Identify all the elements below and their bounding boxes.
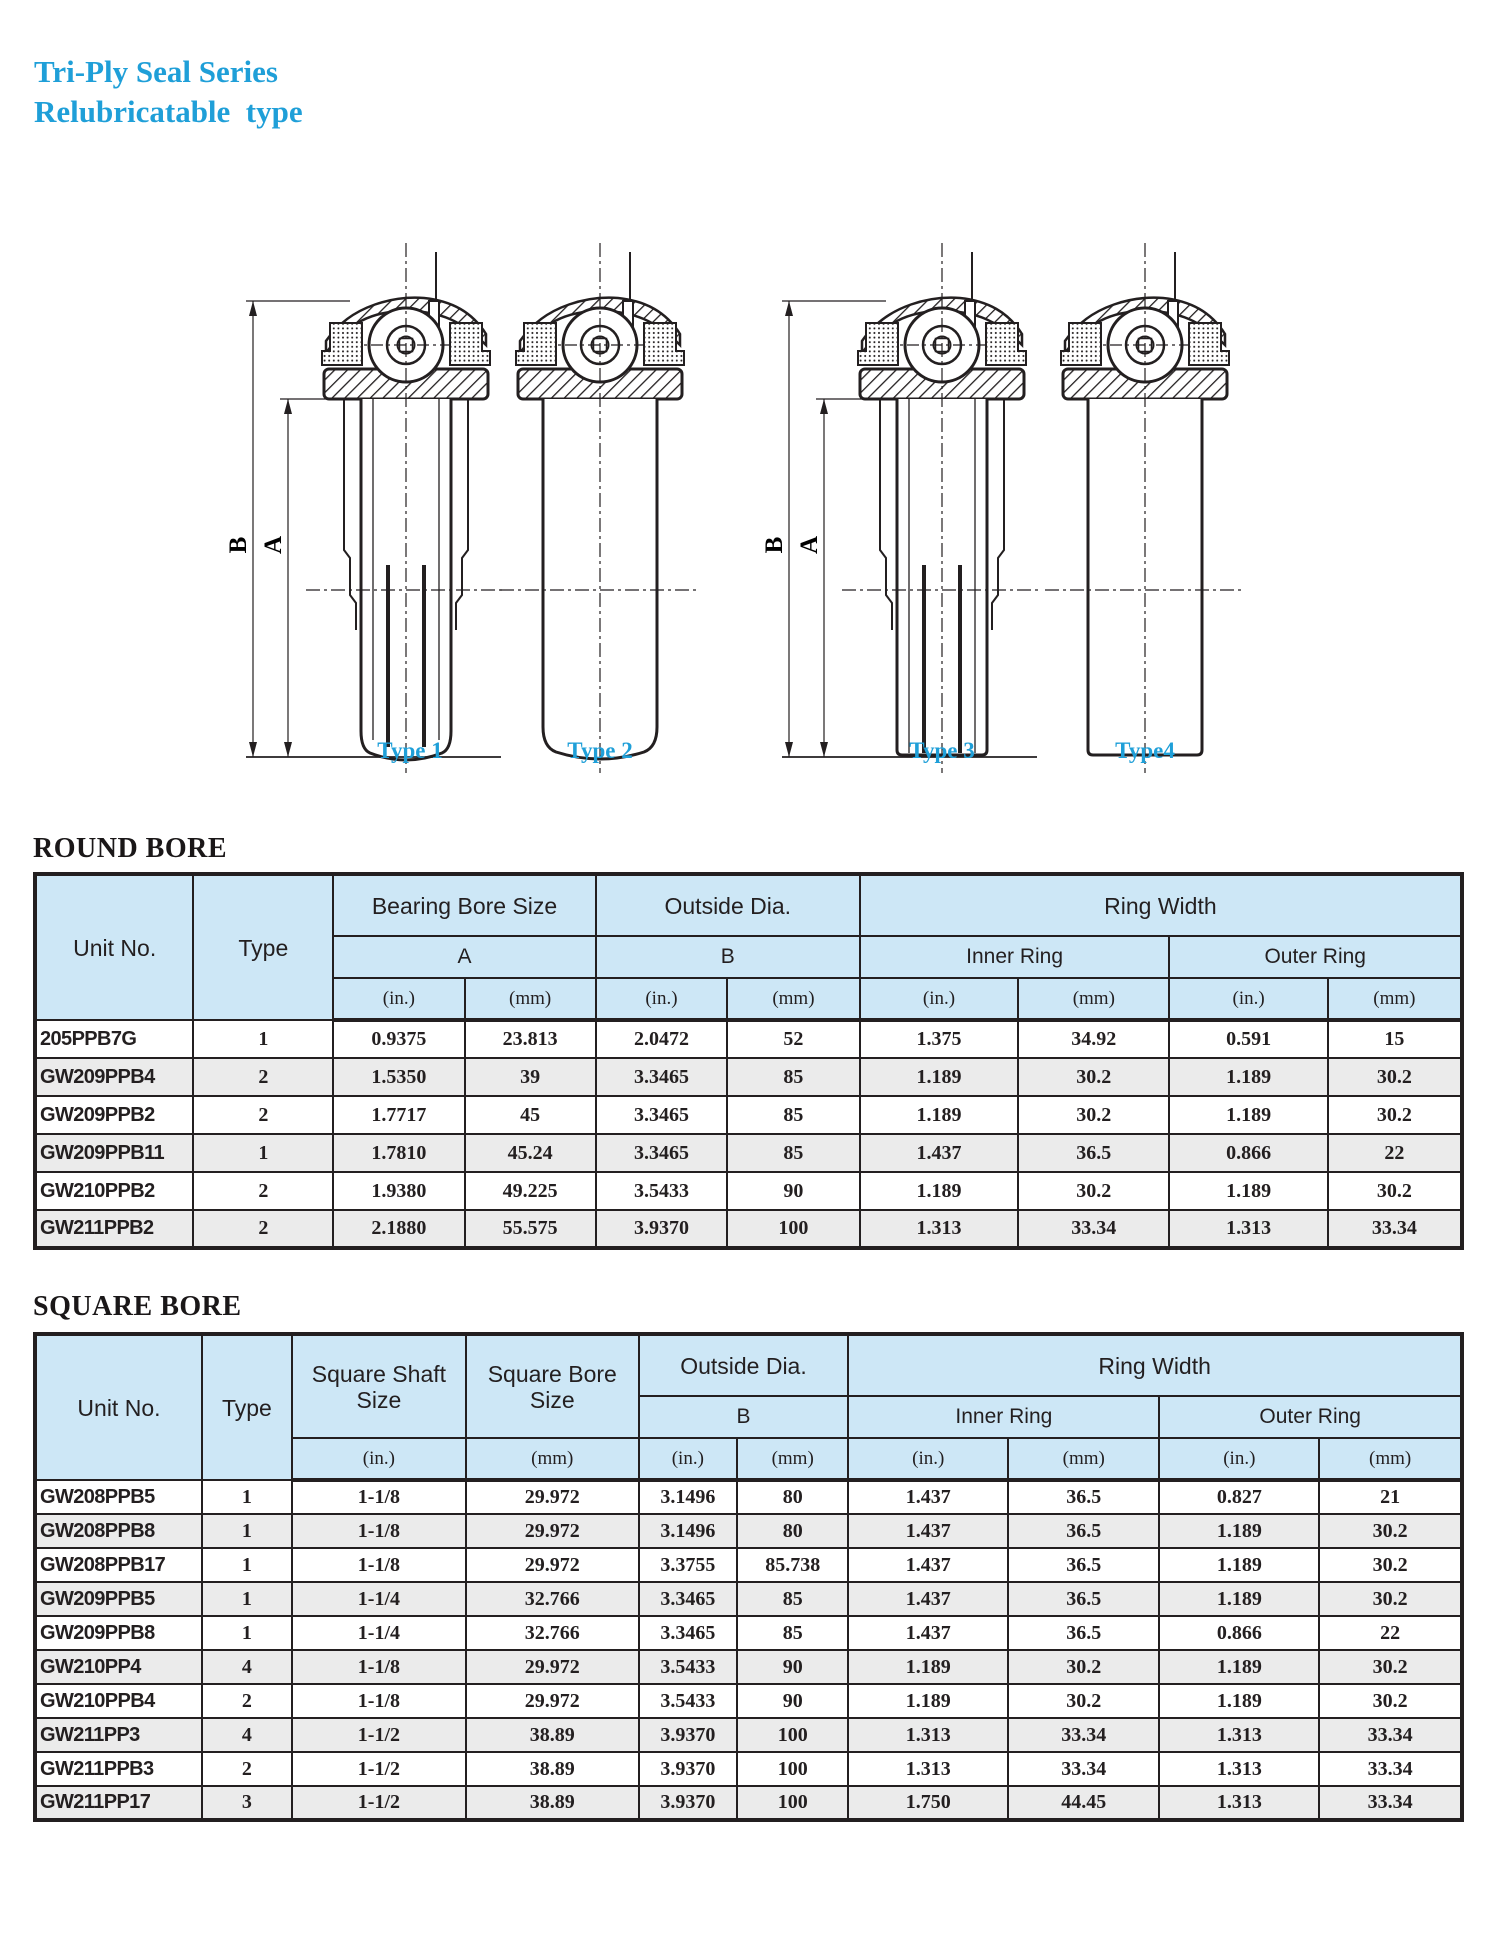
sub-header-outer-ring: Outer Ring bbox=[1169, 936, 1462, 978]
value-cell: 3.3465 bbox=[639, 1616, 737, 1650]
value-cell: 100 bbox=[737, 1786, 848, 1820]
sub-header-outer-ring: Outer Ring bbox=[1159, 1396, 1462, 1438]
table-row bbox=[35, 1650, 1462, 1684]
unit-no-cell: GW208PPB17 bbox=[35, 1548, 202, 1582]
value-cell: 30.2 bbox=[1319, 1684, 1462, 1718]
value-cell: 1-1/8 bbox=[292, 1650, 466, 1684]
value-cell: 22 bbox=[1328, 1134, 1462, 1172]
value-cell: 1.313 bbox=[1169, 1210, 1327, 1248]
unit-header-in: (in.) bbox=[333, 978, 464, 1020]
unit-no-cell: GW210PPB4 bbox=[35, 1684, 202, 1718]
square-bore-table bbox=[33, 1332, 1464, 1822]
value-cell: 1.437 bbox=[860, 1134, 1018, 1172]
unit-header-mm: (mm) bbox=[1008, 1438, 1159, 1480]
type4-label: Type4 bbox=[1115, 738, 1175, 763]
table-row bbox=[35, 1514, 1462, 1548]
sub-header-inner-ring: Inner Ring bbox=[860, 936, 1170, 978]
value-cell: 1.7717 bbox=[333, 1096, 464, 1134]
value-cell: 1-1/8 bbox=[292, 1514, 466, 1548]
value-cell: 80 bbox=[737, 1514, 848, 1548]
unit-no-cell: GW211PP3 bbox=[35, 1718, 202, 1752]
value-cell: 1-1/4 bbox=[292, 1582, 466, 1616]
value-cell: 1.189 bbox=[1159, 1684, 1319, 1718]
bearing-diagram-type4 bbox=[1045, 243, 1245, 773]
value-cell: 33.34 bbox=[1018, 1210, 1169, 1248]
value-cell: 1.189 bbox=[860, 1172, 1018, 1210]
value-cell: 100 bbox=[737, 1718, 848, 1752]
table-row bbox=[35, 1134, 1462, 1172]
value-cell: 2 bbox=[193, 1058, 333, 1096]
value-cell: 38.89 bbox=[466, 1786, 639, 1820]
value-cell: 55.575 bbox=[465, 1210, 596, 1248]
value-cell: 85 bbox=[727, 1096, 860, 1134]
value-cell: 0.866 bbox=[1159, 1616, 1319, 1650]
type2-label: Type 2 bbox=[567, 738, 633, 763]
table-row bbox=[35, 1718, 1462, 1752]
value-cell: 29.972 bbox=[466, 1514, 639, 1548]
value-cell: 1 bbox=[202, 1616, 292, 1650]
value-cell: 1.189 bbox=[1169, 1096, 1327, 1134]
value-cell: 36.5 bbox=[1008, 1480, 1159, 1514]
dim-label-a: A bbox=[260, 535, 287, 555]
value-cell: 85 bbox=[727, 1134, 860, 1172]
value-cell: 1 bbox=[202, 1480, 292, 1514]
sub-header-a: A bbox=[333, 936, 596, 978]
value-cell: 1.437 bbox=[848, 1582, 1008, 1616]
table-row bbox=[35, 1582, 1462, 1616]
value-cell: 1.189 bbox=[1159, 1548, 1319, 1582]
value-cell: 3 bbox=[202, 1786, 292, 1820]
value-cell: 1.189 bbox=[1159, 1582, 1319, 1616]
value-cell: 1-1/2 bbox=[292, 1786, 466, 1820]
value-cell: 1-1/2 bbox=[292, 1752, 466, 1786]
value-cell: 30.2 bbox=[1018, 1172, 1169, 1210]
value-cell: 4 bbox=[202, 1718, 292, 1752]
round-bore-table bbox=[33, 872, 1464, 1250]
unit-header-mm: (mm) bbox=[465, 978, 596, 1020]
value-cell: 2 bbox=[193, 1172, 333, 1210]
value-cell: 4 bbox=[202, 1650, 292, 1684]
table-row bbox=[35, 1786, 1462, 1820]
value-cell: 90 bbox=[737, 1684, 848, 1718]
value-cell: 49.225 bbox=[465, 1172, 596, 1210]
value-cell: 1.313 bbox=[1159, 1786, 1319, 1820]
value-cell: 36.5 bbox=[1018, 1134, 1169, 1172]
sub-header-inner-ring: Inner Ring bbox=[848, 1396, 1159, 1438]
value-cell: 2 bbox=[193, 1210, 333, 1248]
table-row bbox=[35, 1616, 1462, 1650]
unit-header-in: (in.) bbox=[860, 978, 1018, 1020]
value-cell: 29.972 bbox=[466, 1650, 639, 1684]
unit-header-mm: (mm) bbox=[466, 1438, 639, 1480]
page-title-line1: Tri-Ply Seal Series bbox=[34, 54, 278, 89]
value-cell: 3.3755 bbox=[639, 1548, 737, 1582]
bearing-diagram-type2 bbox=[500, 243, 700, 773]
value-cell: 0.827 bbox=[1159, 1480, 1319, 1514]
value-cell: 52 bbox=[727, 1020, 860, 1058]
value-cell: 30.2 bbox=[1319, 1582, 1462, 1616]
value-cell: 3.9370 bbox=[596, 1210, 727, 1248]
value-cell: 3.1496 bbox=[639, 1480, 737, 1514]
dim-label-a: A bbox=[796, 535, 823, 555]
dim-label-b: B bbox=[225, 536, 252, 554]
value-cell: 1-1/8 bbox=[292, 1480, 466, 1514]
value-cell: 3.3465 bbox=[596, 1096, 727, 1134]
page-title bbox=[34, 52, 303, 132]
value-cell: 3.9370 bbox=[639, 1752, 737, 1786]
value-cell: 1 bbox=[193, 1020, 333, 1058]
unit-header-in: (in.) bbox=[1169, 978, 1327, 1020]
value-cell: 3.3465 bbox=[596, 1134, 727, 1172]
value-cell: 3.3465 bbox=[596, 1058, 727, 1096]
value-cell: 3.5433 bbox=[639, 1684, 737, 1718]
unit-no-cell: GW211PPB2 bbox=[35, 1210, 193, 1248]
value-cell: 1.375 bbox=[860, 1020, 1018, 1058]
unit-header-mm: (mm) bbox=[1319, 1438, 1462, 1480]
value-cell: 2.0472 bbox=[596, 1020, 727, 1058]
unit-no-cell: GW208PPB5 bbox=[35, 1480, 202, 1514]
value-cell: 2 bbox=[202, 1752, 292, 1786]
value-cell: 1.313 bbox=[848, 1752, 1008, 1786]
table-row bbox=[35, 1172, 1462, 1210]
value-cell: 1.437 bbox=[848, 1480, 1008, 1514]
value-cell: 45 bbox=[465, 1096, 596, 1134]
value-cell: 1.189 bbox=[1159, 1514, 1319, 1548]
value-cell: 80 bbox=[737, 1480, 848, 1514]
value-cell: 2 bbox=[202, 1684, 292, 1718]
dim-label-b: B bbox=[761, 536, 788, 554]
unit-header-mm: (mm) bbox=[1328, 978, 1462, 1020]
value-cell: 36.5 bbox=[1008, 1582, 1159, 1616]
value-cell: 30.2 bbox=[1328, 1058, 1462, 1096]
value-cell: 1.313 bbox=[860, 1210, 1018, 1248]
value-cell: 30.2 bbox=[1328, 1172, 1462, 1210]
value-cell: 1 bbox=[202, 1582, 292, 1616]
table-row bbox=[35, 1096, 1462, 1134]
value-cell: 44.45 bbox=[1008, 1786, 1159, 1820]
value-cell: 38.89 bbox=[466, 1718, 639, 1752]
sub-header-b: B bbox=[639, 1396, 849, 1438]
value-cell: 15 bbox=[1328, 1020, 1462, 1058]
value-cell: 29.972 bbox=[466, 1684, 639, 1718]
sub-header-b: B bbox=[596, 936, 860, 978]
value-cell: 30.2 bbox=[1018, 1058, 1169, 1096]
unit-no-cell: GW211PPB3 bbox=[35, 1752, 202, 1786]
value-cell: 0.9375 bbox=[333, 1020, 464, 1058]
col-header-unit-no: Unit No. bbox=[35, 874, 193, 1020]
value-cell: 3.5433 bbox=[596, 1172, 727, 1210]
value-cell: 38.89 bbox=[466, 1752, 639, 1786]
table-row bbox=[35, 1548, 1462, 1582]
value-cell: 1.313 bbox=[1159, 1718, 1319, 1752]
value-cell: 39 bbox=[465, 1058, 596, 1096]
unit-no-cell: GW211PP17 bbox=[35, 1786, 202, 1820]
value-cell: 1 bbox=[202, 1548, 292, 1582]
bearing-diagram-type1 bbox=[225, 243, 506, 773]
value-cell: 33.34 bbox=[1008, 1718, 1159, 1752]
round-bore-heading: ROUND BORE bbox=[33, 833, 228, 864]
unit-header-in: (in.) bbox=[596, 978, 727, 1020]
value-cell: 1-1/8 bbox=[292, 1684, 466, 1718]
value-cell: 2.1880 bbox=[333, 1210, 464, 1248]
col-header-unit-no: Unit No. bbox=[35, 1334, 202, 1480]
value-cell: 90 bbox=[727, 1172, 860, 1210]
bearing-diagrams bbox=[170, 200, 1310, 775]
col-header-square-bore-size: Square Bore Size bbox=[466, 1334, 639, 1438]
value-cell: 33.34 bbox=[1319, 1786, 1462, 1820]
value-cell: 1.189 bbox=[848, 1684, 1008, 1718]
value-cell: 33.34 bbox=[1008, 1752, 1159, 1786]
value-cell: 1.7810 bbox=[333, 1134, 464, 1172]
value-cell: 33.34 bbox=[1319, 1718, 1462, 1752]
col-header-type: Type bbox=[193, 874, 333, 1020]
value-cell: 30.2 bbox=[1319, 1650, 1462, 1684]
value-cell: 85 bbox=[737, 1582, 848, 1616]
value-cell: 1.313 bbox=[848, 1718, 1008, 1752]
value-cell: 1.189 bbox=[848, 1650, 1008, 1684]
value-cell: 100 bbox=[737, 1752, 848, 1786]
unit-header-in: (in.) bbox=[292, 1438, 466, 1480]
value-cell: 1.437 bbox=[848, 1616, 1008, 1650]
value-cell: 0.591 bbox=[1169, 1020, 1327, 1058]
value-cell: 1-1/8 bbox=[292, 1548, 466, 1582]
value-cell: 1.437 bbox=[848, 1514, 1008, 1548]
value-cell: 2 bbox=[193, 1096, 333, 1134]
col-header-ring-width: Ring Width bbox=[848, 1334, 1462, 1396]
value-cell: 1.189 bbox=[1169, 1058, 1327, 1096]
table-row bbox=[35, 1210, 1462, 1248]
value-cell: 85.738 bbox=[737, 1548, 848, 1582]
value-cell: 3.3465 bbox=[639, 1582, 737, 1616]
value-cell: 32.766 bbox=[466, 1582, 639, 1616]
value-cell: 23.813 bbox=[465, 1020, 596, 1058]
value-cell: 85 bbox=[727, 1058, 860, 1096]
value-cell: 1.313 bbox=[1159, 1752, 1319, 1786]
value-cell: 90 bbox=[737, 1650, 848, 1684]
unit-no-cell: GW209PPB11 bbox=[35, 1134, 193, 1172]
table-row bbox=[35, 1480, 1462, 1514]
page-title-line2: Relubricatable type bbox=[34, 94, 303, 129]
value-cell: 1.189 bbox=[860, 1058, 1018, 1096]
value-cell: 0.866 bbox=[1169, 1134, 1327, 1172]
value-cell: 1.9380 bbox=[333, 1172, 464, 1210]
unit-no-cell: GW209PPB8 bbox=[35, 1616, 202, 1650]
value-cell: 22 bbox=[1319, 1616, 1462, 1650]
unit-no-cell: GW209PPB5 bbox=[35, 1582, 202, 1616]
unit-no-cell: GW209PPB2 bbox=[35, 1096, 193, 1134]
unit-no-cell: 205PPB7G bbox=[35, 1020, 193, 1058]
value-cell: 1.189 bbox=[860, 1096, 1018, 1134]
value-cell: 32.766 bbox=[466, 1616, 639, 1650]
col-header-outside-dia: Outside Dia. bbox=[639, 1334, 849, 1396]
value-cell: 30.2 bbox=[1008, 1650, 1159, 1684]
value-cell: 36.5 bbox=[1008, 1514, 1159, 1548]
unit-no-cell: GW208PPB8 bbox=[35, 1514, 202, 1548]
value-cell: 29.972 bbox=[466, 1548, 639, 1582]
value-cell: 1.437 bbox=[848, 1548, 1008, 1582]
unit-no-cell: GW209PPB4 bbox=[35, 1058, 193, 1096]
square-bore-heading: SQUARE BORE bbox=[33, 1291, 242, 1322]
unit-header-in: (in.) bbox=[848, 1438, 1008, 1480]
value-cell: 29.972 bbox=[466, 1480, 639, 1514]
col-header-bearing-bore-size: Bearing Bore Size bbox=[333, 874, 596, 936]
col-header-ring-width: Ring Width bbox=[860, 874, 1462, 936]
square-bore-table-body bbox=[35, 1480, 1462, 1820]
unit-header-in: (in.) bbox=[1159, 1438, 1319, 1480]
value-cell: 33.34 bbox=[1319, 1752, 1462, 1786]
value-cell: 100 bbox=[727, 1210, 860, 1248]
value-cell: 1-1/4 bbox=[292, 1616, 466, 1650]
value-cell: 1.750 bbox=[848, 1786, 1008, 1820]
table-row bbox=[35, 1058, 1462, 1096]
value-cell: 30.2 bbox=[1319, 1548, 1462, 1582]
unit-no-cell: GW210PPB2 bbox=[35, 1172, 193, 1210]
value-cell: 85 bbox=[737, 1616, 848, 1650]
value-cell: 1 bbox=[202, 1514, 292, 1548]
value-cell: 36.5 bbox=[1008, 1548, 1159, 1582]
value-cell: 21 bbox=[1319, 1480, 1462, 1514]
round-bore-table-body bbox=[35, 1020, 1462, 1248]
unit-header-mm: (mm) bbox=[727, 978, 860, 1020]
value-cell: 36.5 bbox=[1008, 1616, 1159, 1650]
table-row bbox=[35, 1020, 1462, 1058]
value-cell: 30.2 bbox=[1328, 1096, 1462, 1134]
unit-header-mm: (mm) bbox=[1018, 978, 1169, 1020]
value-cell: 30.2 bbox=[1008, 1684, 1159, 1718]
value-cell: 1.189 bbox=[1159, 1650, 1319, 1684]
value-cell: 1.5350 bbox=[333, 1058, 464, 1096]
value-cell: 3.5433 bbox=[639, 1650, 737, 1684]
value-cell: 1-1/2 bbox=[292, 1718, 466, 1752]
value-cell: 33.34 bbox=[1328, 1210, 1462, 1248]
table-row bbox=[35, 1684, 1462, 1718]
col-header-type: Type bbox=[202, 1334, 292, 1480]
value-cell: 30.2 bbox=[1319, 1514, 1462, 1548]
unit-no-cell: GW210PP4 bbox=[35, 1650, 202, 1684]
type1-label: Type 1 bbox=[377, 738, 443, 763]
value-cell: 34.92 bbox=[1018, 1020, 1169, 1058]
col-header-square-shaft-size: Square Shaft Size bbox=[292, 1334, 466, 1438]
value-cell: 30.2 bbox=[1018, 1096, 1169, 1134]
unit-header-in: (in.) bbox=[639, 1438, 737, 1480]
col-header-outside-dia: Outside Dia. bbox=[596, 874, 860, 936]
value-cell: 45.24 bbox=[465, 1134, 596, 1172]
type3-label: Type 3 bbox=[909, 738, 975, 763]
value-cell: 3.1496 bbox=[639, 1514, 737, 1548]
bearing-diagram-type3 bbox=[761, 243, 1042, 773]
value-cell: 3.9370 bbox=[639, 1718, 737, 1752]
value-cell: 1.189 bbox=[1169, 1172, 1327, 1210]
value-cell: 3.9370 bbox=[639, 1786, 737, 1820]
unit-header-mm: (mm) bbox=[737, 1438, 848, 1480]
value-cell: 1 bbox=[193, 1134, 333, 1172]
table-row bbox=[35, 1752, 1462, 1786]
